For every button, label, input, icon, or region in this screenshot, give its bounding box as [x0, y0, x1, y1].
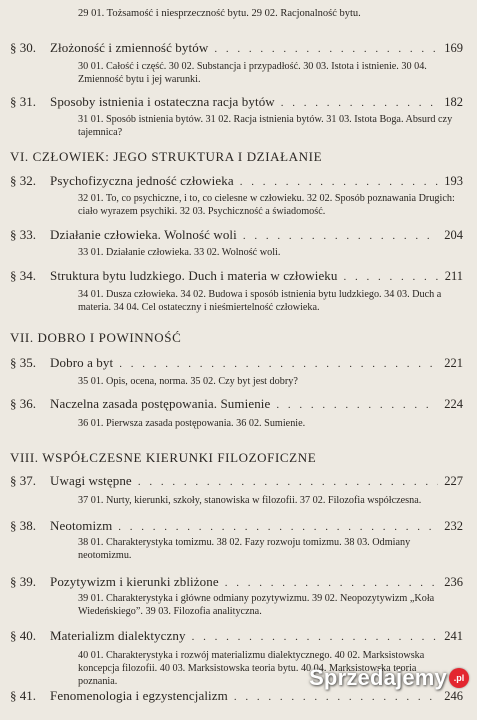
- page-number: 227: [444, 474, 463, 488]
- section-number: § 32.: [10, 173, 36, 188]
- leader-dots: [214, 43, 438, 55]
- section-number: § 35.: [10, 355, 36, 370]
- toc-entry-30: [10, 40, 463, 56]
- watermark-badge: .pl: [449, 668, 469, 688]
- subsection-list-31: 31 01. Sposób istnienia bytów. 31 02. Racja istnienia bytów. 31 03. Istota Boga. Absurd czy tajemnica?: [78, 114, 453, 138]
- toc-entry-35: [10, 355, 463, 371]
- subsection-list-33: 33 01. Działanie człowieka. 33 02. Wolność woli.: [78, 247, 281, 258]
- intro-subsections: 29 01. Tożsamość i niesprzeczność bytu. 29 02. Racjonalność bytu.: [78, 8, 361, 19]
- section-title: Materializm dialektyczny: [50, 628, 186, 643]
- section-title: Dobro a byt: [50, 355, 114, 370]
- leader-dots: [243, 230, 438, 242]
- subsection-list-37: 37 01. Nurty, kierunki, szkoły, stanowiska w filozofii. 37 02. Filozofia współczesna.: [78, 495, 422, 506]
- section-title: Sposoby istnienia i ostateczna racja bytów: [50, 94, 275, 109]
- toc-entry-38: [10, 518, 463, 534]
- section-title: Złożoność i zmienność bytów: [50, 40, 209, 55]
- chapter-heading-vii: VII. DOBRO I POWINNOŚĆ: [10, 330, 182, 345]
- leader-dots: [240, 176, 439, 188]
- leader-dots: [281, 97, 438, 109]
- section-title: Naczelna zasada postępowania. Sumienie: [50, 396, 271, 411]
- chapter-heading-viii: VIII. WSPÓŁCZESNE KIERUNKI FILOZOFICZNE: [10, 450, 317, 465]
- section-title: Pozytywizm i kierunki zbliżone: [50, 574, 219, 589]
- section-number: § 38.: [10, 518, 36, 533]
- page-number: 241: [444, 629, 463, 643]
- watermark-logo: [309, 665, 469, 691]
- section-number: § 30.: [10, 40, 36, 55]
- leader-dots: [276, 399, 438, 411]
- leader-dots: [234, 691, 438, 703]
- subsection-list-36: 36 01. Pierwsza zasada postępowania. 36 02. Sumienie.: [78, 418, 306, 429]
- section-number: § 37.: [10, 473, 36, 488]
- page-number: 246: [444, 689, 463, 703]
- subsection-list-38: 38 01. Charakterystyka tomizmu. 38 02. Fazy rozwoju tomizmu. 38 03. Odmiany neotomizmu.: [78, 537, 411, 561]
- leader-dots: [138, 476, 438, 488]
- subsection-list-30: 30 01. Całość i część. 30 02. Substancja i przypadłość. 30 03. Istota i istnienie. 30 04. Zmienność bytu i jej warunki.: [78, 61, 427, 85]
- section-number: § 41.: [10, 688, 36, 703]
- section-number: § 39.: [10, 574, 36, 589]
- page-number: 182: [444, 95, 463, 109]
- section-number: § 40.: [10, 628, 36, 643]
- section-title: Fenomenologia i egzystencjalizm: [50, 688, 228, 703]
- section-title: Neotomizm: [50, 518, 113, 533]
- subsection-list-40: 40 01. Charakterystyka i rozwój materializmu dialektycznego. 40 02. Marksistowska koncepcja filozofii. 40 03. Marksistowska teoria bytu. 40 04. Marksistowska teoria poznania.: [78, 650, 425, 687]
- page-number: 211: [444, 269, 463, 283]
- subsection-list-35: 35 01. Opis, ocena, norma. 35 02. Czy byt jest dobry?: [78, 376, 298, 387]
- toc-entry-40: [10, 628, 463, 644]
- leader-dots: [118, 521, 438, 533]
- toc-entry-39: [10, 574, 463, 590]
- section-number: § 31.: [10, 94, 36, 109]
- section-title: Struktura bytu ludzkiego. Duch i materia w człowieku: [50, 268, 338, 283]
- subsection-list-32: 32 01. To, co psychiczne, i to, co cielesne w człowieku. 32 02. Sposób poznawania Drugich: ciało wyrazem psychiki. 32 03. Psychiczność a świadomość.: [78, 193, 455, 217]
- toc-entry-33: [10, 227, 463, 243]
- section-title: Uwagi wstępne: [50, 473, 132, 488]
- leader-dots: [344, 271, 439, 283]
- chapter-heading-vi: VI. CZŁOWIEK: JEGO STRUKTURA I DZIAŁANIE: [10, 149, 323, 164]
- section-title: Psychofizyczna jedność człowieka: [50, 173, 234, 188]
- page-number: 224: [444, 397, 463, 411]
- section-number: § 36.: [10, 396, 36, 411]
- page-number: 193: [444, 174, 463, 188]
- toc-entry-36: [10, 396, 463, 412]
- section-title: Działanie człowieka. Wolność woli: [50, 227, 237, 242]
- toc-entry-31: [10, 94, 463, 110]
- leader-dots: [119, 358, 438, 370]
- toc-entry-37: [10, 473, 463, 489]
- section-number: § 33.: [10, 227, 36, 242]
- page-number: 169: [444, 41, 463, 55]
- page-number: 236: [444, 575, 463, 589]
- subsection-list-34: 34 01. Dusza człowieka. 34 02. Budowa i sposób istnienia bytu ludzkiego. 34 03. Duch a materia. 34 04. Cel ostateczny i nieśmiertelność człowieka.: [78, 289, 442, 313]
- toc-entry-32: [10, 173, 463, 189]
- toc-entry-34: [10, 268, 463, 284]
- leader-dots: [192, 631, 439, 643]
- page-number: 204: [444, 228, 463, 242]
- leader-dots: [225, 577, 439, 589]
- watermark-text: Sprzedajemy: [309, 665, 447, 690]
- page-number: 221: [444, 356, 463, 370]
- page-number: 232: [444, 519, 463, 533]
- section-number: § 34.: [10, 268, 36, 283]
- subsection-list-39: 39 01. Charakterystyka i główne odmiany pozytywizmu. 39 02. Neopozytywizm „Koła Wiedeńskiego”. 39 03. Filozofia analityczna.: [78, 593, 435, 617]
